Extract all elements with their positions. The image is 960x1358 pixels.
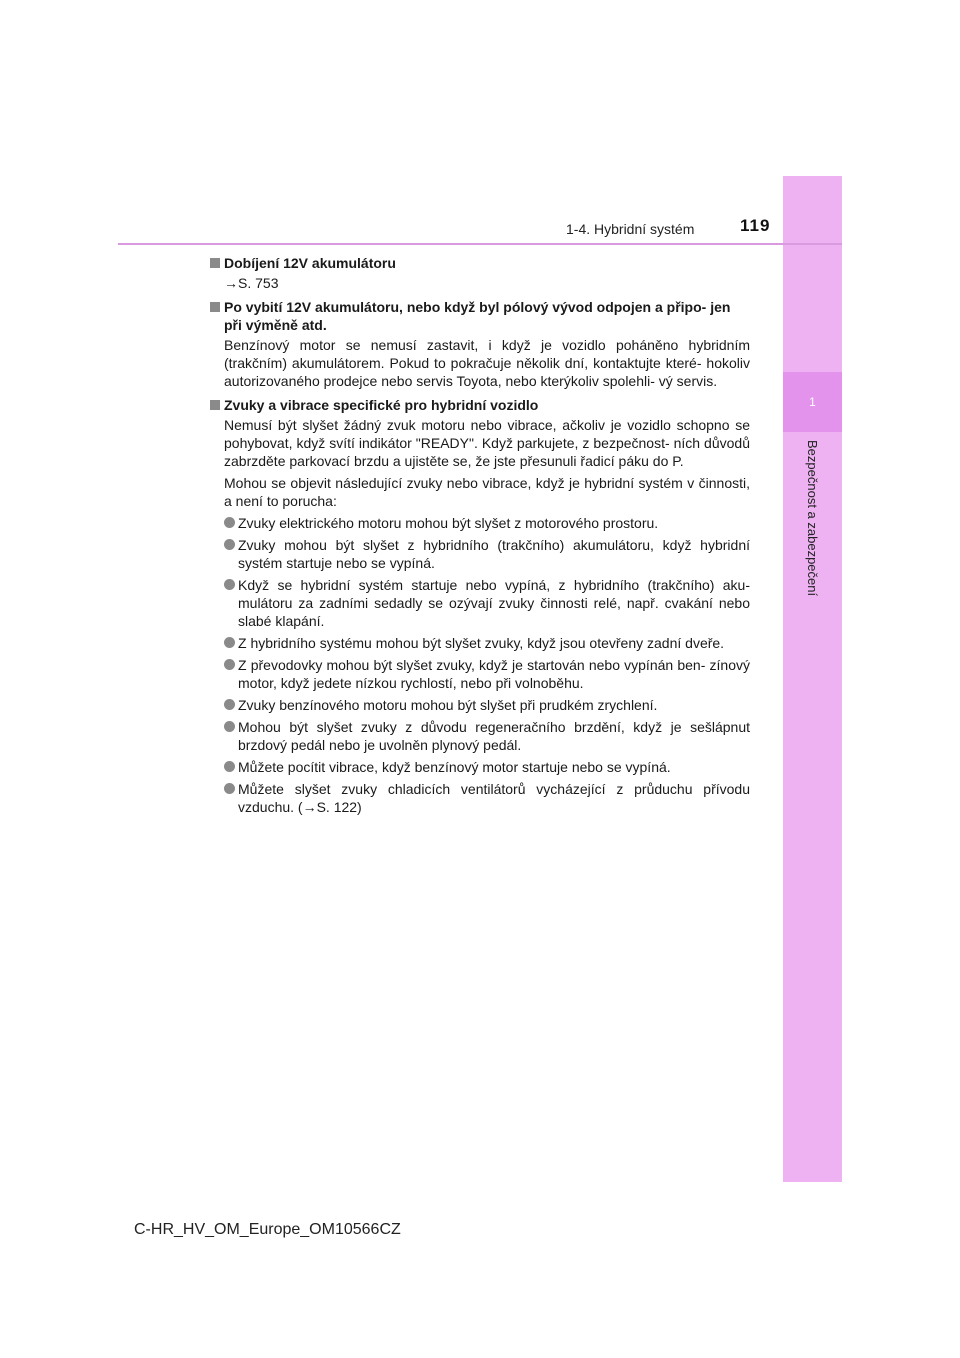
paragraph: Benzínový motor se nemusí zastavit, i když je vozidlo poháněno hybridním (trakčním) akumulátorem. Pokud to pokračuje několik dní, kontaktujte které- hokoliv autorizovaného prodejce nebo servis Toyota, nebo kterýkoliv spolehli- vý servis. (224, 337, 750, 389)
round-bullet-icon (224, 637, 235, 648)
square-bullet-icon (210, 302, 220, 312)
document-code: C-HR_HV_OM_Europe_OM10566CZ (134, 1221, 401, 1238)
round-bullet-icon (224, 517, 235, 528)
round-bullet-icon (224, 699, 235, 710)
list-item: Můžete slyšet zvuky chladicích ventilátorů vycházející z průduchu přívodu vzduchu. (→S. 122) (210, 780, 750, 816)
page-content (210, 254, 750, 816)
round-bullet-icon (224, 761, 235, 772)
section-heading: Po vybití 12V akumulátoru, nebo když byl pólový vývod odpojen a připo- jen při výměně atd. (210, 298, 750, 334)
paragraph: →S. 753 (224, 275, 279, 291)
section-heading: Zvuky a vibrace specifické pro hybridní vozidlo (210, 396, 750, 414)
list-item: Zvuky elektrického motoru mohou být slyšet z motorového prostoru. (210, 514, 750, 532)
chapter-number: 1 (783, 372, 842, 432)
round-bullet-icon (224, 721, 235, 732)
square-bullet-icon (210, 258, 220, 268)
section-title: 1-4. Hybridní systém (566, 221, 695, 237)
section-heading: Dobíjení 12V akumulátoru (210, 254, 750, 272)
round-bullet-icon (224, 659, 235, 670)
list-item: Můžete pocítit vibrace, když benzínový motor startuje nebo se vypíná. (210, 758, 750, 776)
round-bullet-icon (224, 579, 235, 590)
list-item: Když se hybridní systém startuje nebo vypíná, z hybridního (trakčního) aku- mulátoru za zadními sedadly se ozývají zvuky činnosti relé, např. cvakání nebo slabé klapání. (210, 576, 750, 630)
chapter-title: Bezpečnost a zabezpečení (805, 440, 820, 597)
paragraph: Nemusí být slyšet žádný zvuk motoru nebo vibrace, ačkoliv je vozidlo schopno se pohybovat, když svítí indikátor "READY". Když parkujete, z bezpečnost- ních důvodů zabrzděte parkovací brzdu a ujistěte se, že jste přesunuli řadicí páku do P. (224, 417, 750, 469)
header-divider (118, 243, 842, 245)
round-bullet-icon (224, 783, 235, 794)
side-tab (783, 176, 842, 1182)
list-item: Z převodovky mohou být slyšet zvuky, když je startován nebo vypínán ben- zínový motor, když jedete nízkou rychlostí, nebo při volnoběhu. (210, 656, 750, 692)
round-bullet-icon (224, 539, 235, 550)
list-item: Zvuky benzínového motoru mohou být slyšet při prudkém zrychlení. (210, 696, 750, 714)
list-item: Zvuky mohou být slyšet z hybridního (trakčního) akumulátoru, když hybridní systém startuje nebo se vypíná. (210, 536, 750, 572)
page-number: 119 (740, 216, 771, 235)
paragraph: Mohou se objevit následující zvuky nebo vibrace, když je hybridní systém v činnosti, a není to porucha: (224, 475, 750, 509)
list-item: Mohou být slyšet zvuky z důvodu regeneračního brzdění, když je sešlápnut brzdový pedál nebo je uvolněn plynový pedál. (210, 718, 750, 754)
square-bullet-icon (210, 400, 220, 410)
list-item: Z hybridního systému mohou být slyšet zvuky, když jsou otevřeny zadní dveře. (210, 634, 750, 652)
